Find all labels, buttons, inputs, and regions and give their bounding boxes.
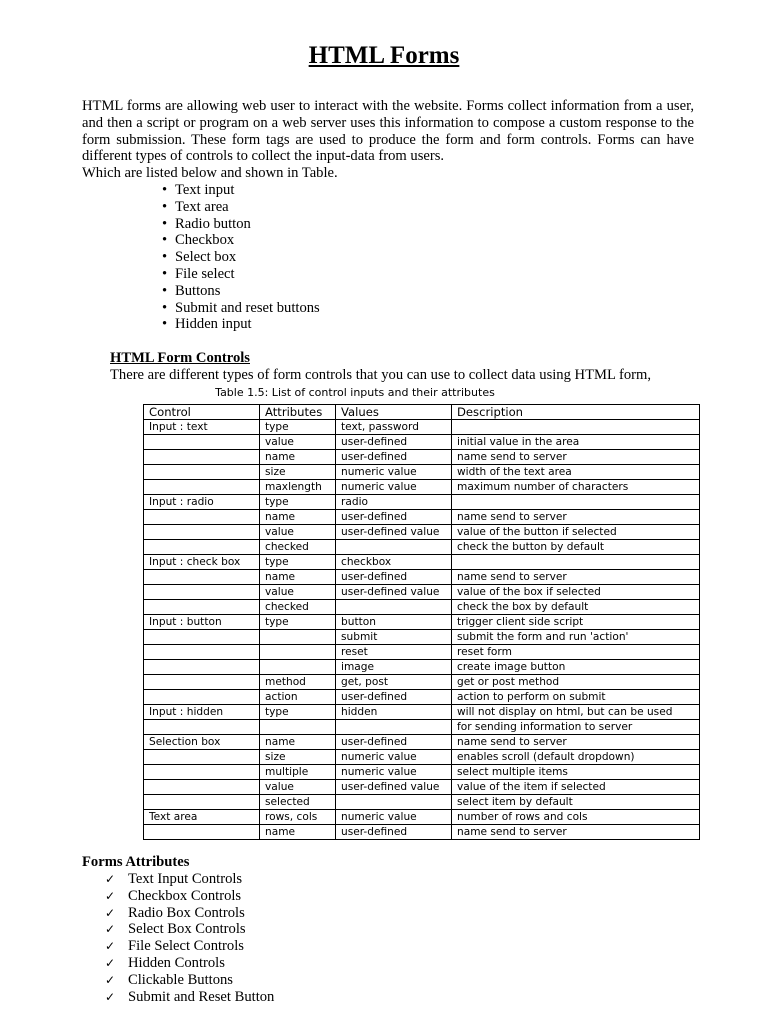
control-cell: [144, 600, 260, 615]
description-cell: value of the box if selected: [452, 585, 700, 600]
description-cell: [452, 420, 700, 435]
attribute-item: [105, 972, 274, 989]
value-cell: numeric value: [336, 465, 452, 480]
description-cell: [452, 495, 700, 510]
value-cell: [336, 795, 452, 810]
attribute-cell: maxlength: [260, 480, 336, 495]
value-cell: user-defined: [336, 735, 452, 750]
table-row: [144, 705, 700, 720]
control-cell: Input : radio: [144, 495, 260, 510]
description-cell: for sending information to server: [452, 720, 700, 735]
attributes-heading: Forms Attributes: [82, 854, 190, 870]
table-row: [144, 510, 700, 525]
control-cell: [144, 720, 260, 735]
control-cell: [144, 675, 260, 690]
description-cell: create image button: [452, 660, 700, 675]
attribute-item-label: Submit and Reset Button: [128, 988, 275, 1005]
attribute-item-label: Hidden Controls: [128, 954, 225, 971]
attribute-cell: checked: [260, 540, 336, 555]
description-cell: [452, 555, 700, 570]
controls-heading: HTML Form Controls: [110, 350, 250, 366]
bullet-item: • Text area: [162, 199, 320, 216]
control-cell: [144, 570, 260, 585]
control-cell: Text area: [144, 810, 260, 825]
bullet-item: • Checkbox: [162, 232, 320, 249]
attribute-item-label: Clickable Buttons: [128, 971, 233, 988]
attribute-cell: [260, 660, 336, 675]
description-cell: select multiple items: [452, 765, 700, 780]
value-cell: text, password: [336, 420, 452, 435]
value-cell: user-defined: [336, 510, 452, 525]
control-cell: [144, 645, 260, 660]
bullet-item: • Radio button: [162, 216, 320, 233]
attribute-cell: [260, 645, 336, 660]
form-controls-bullet-list: [162, 182, 320, 333]
attribute-cell: type: [260, 420, 336, 435]
attribute-item: [105, 989, 274, 1006]
control-cell: [144, 780, 260, 795]
checkmark-icon: ✓: [105, 989, 116, 1004]
description-cell: check the box by default: [452, 600, 700, 615]
attribute-cell: value: [260, 525, 336, 540]
control-cell: Input : button: [144, 615, 260, 630]
bullet-item: • Text input: [162, 182, 320, 199]
attribute-cell: value: [260, 585, 336, 600]
description-cell: number of rows and cols: [452, 810, 700, 825]
attribute-cell: type: [260, 615, 336, 630]
description-cell: name send to server: [452, 825, 700, 840]
table-row: [144, 615, 700, 630]
value-cell: button: [336, 615, 452, 630]
description-cell: name send to server: [452, 450, 700, 465]
attribute-item-label: File Select Controls: [128, 938, 244, 955]
header-values: Values: [336, 405, 452, 420]
attribute-cell: name: [260, 450, 336, 465]
table-row: [144, 645, 700, 660]
value-cell: [336, 540, 452, 555]
description-cell: width of the text area: [452, 465, 700, 480]
table-caption: Table 1.5: List of control inputs and their attributes: [215, 386, 495, 399]
table-row: [144, 585, 700, 600]
value-cell: [336, 600, 452, 615]
control-cell: [144, 795, 260, 810]
value-cell: user-defined: [336, 450, 452, 465]
attribute-cell: [260, 630, 336, 645]
table-row: [144, 690, 700, 705]
table-header-row: [144, 405, 700, 420]
attribute-item: [105, 955, 274, 972]
table-row: [144, 825, 700, 840]
checkmark-icon: ✓: [105, 922, 116, 937]
control-cell: Selection box: [144, 735, 260, 750]
checkmark-icon: ✓: [105, 905, 116, 920]
checkmark-icon: ✓: [105, 939, 116, 954]
bullet-item: • Submit and reset buttons: [162, 300, 320, 317]
value-cell: user-defined: [336, 825, 452, 840]
value-cell: numeric value: [336, 480, 452, 495]
control-cell: [144, 435, 260, 450]
attribute-cell: rows, cols: [260, 810, 336, 825]
table-row: [144, 465, 700, 480]
table-row: [144, 735, 700, 750]
attribute-cell: size: [260, 750, 336, 765]
description-cell: name send to server: [452, 735, 700, 750]
control-cell: [144, 450, 260, 465]
description-cell: select item by default: [452, 795, 700, 810]
checkmark-icon: ✓: [105, 955, 116, 970]
description-cell: value of the button if selected: [452, 525, 700, 540]
attribute-cell: name: [260, 735, 336, 750]
table-row: [144, 540, 700, 555]
attribute-item: [105, 905, 274, 922]
header-description: Description: [452, 405, 700, 420]
value-cell: checkbox: [336, 555, 452, 570]
description-cell: name send to server: [452, 510, 700, 525]
description-cell: enables scroll (default dropdown): [452, 750, 700, 765]
value-cell: reset: [336, 645, 452, 660]
checkmark-icon: ✓: [105, 972, 116, 987]
table-row: [144, 525, 700, 540]
attribute-item: [105, 921, 274, 938]
value-cell: numeric value: [336, 810, 452, 825]
attributes-check-list: [105, 871, 274, 1005]
table-row: [144, 600, 700, 615]
control-cell: [144, 510, 260, 525]
intro-line: Which are listed below and shown in Table.: [82, 165, 338, 182]
bullet-item: • Select box: [162, 249, 320, 266]
attribute-cell: type: [260, 555, 336, 570]
attribute-cell: name: [260, 510, 336, 525]
control-cell: [144, 660, 260, 675]
description-cell: name send to server: [452, 570, 700, 585]
value-cell: user-defined: [336, 690, 452, 705]
control-cell: [144, 765, 260, 780]
control-cell: Input : hidden: [144, 705, 260, 720]
page-title: HTML Forms: [308, 42, 460, 69]
table-row: [144, 810, 700, 825]
table-row: [144, 765, 700, 780]
description-cell: initial value in the area: [452, 435, 700, 450]
value-cell: user-defined: [336, 435, 452, 450]
table-row: [144, 435, 700, 450]
bullet-item: • Buttons: [162, 283, 320, 300]
table-row: [144, 660, 700, 675]
attribute-item-label: Select Box Controls: [128, 921, 246, 938]
table-row: [144, 480, 700, 495]
description-cell: maximum number of characters: [452, 480, 700, 495]
checkmark-icon: ✓: [105, 872, 116, 886]
attribute-item-label: Text Input Controls: [128, 871, 243, 887]
table-row: [144, 495, 700, 510]
value-cell: get, post: [336, 675, 452, 690]
header-control: Control: [144, 405, 260, 420]
table-row: [144, 630, 700, 645]
attribute-item: [105, 871, 274, 888]
control-cell: [144, 825, 260, 840]
value-cell: user-defined value: [336, 585, 452, 600]
control-cell: [144, 750, 260, 765]
control-cell: Input : text: [144, 420, 260, 435]
control-cell: [144, 585, 260, 600]
header-attributes: Attributes: [260, 405, 336, 420]
attribute-cell: value: [260, 435, 336, 450]
table-row: [144, 555, 700, 570]
description-cell: will not display on html, but can be used: [452, 705, 700, 720]
attribute-cell: multiple: [260, 765, 336, 780]
attribute-cell: action: [260, 690, 336, 705]
table-row: [144, 450, 700, 465]
table-row: [144, 780, 700, 795]
description-cell: get or post method: [452, 675, 700, 690]
value-cell: submit: [336, 630, 452, 645]
attribute-cell: size: [260, 465, 336, 480]
control-cell: [144, 690, 260, 705]
attribute-cell: value: [260, 780, 336, 795]
attribute-item-label: Checkbox Controls: [128, 887, 242, 904]
value-cell: user-defined value: [336, 525, 452, 540]
intro-paragraph: HTML forms are allowing web user to interact with the website. Forms collect information from a user, and then a script or program on a web server uses this information to compose a custom response to the form submission. These form tags are used to produce the form and form controls. Forms can have different types of controls to collect the input-data from users.: [82, 98, 694, 165]
control-cell: [144, 525, 260, 540]
attribute-cell: name: [260, 570, 336, 585]
table-row: [144, 795, 700, 810]
control-cell: [144, 540, 260, 555]
description-cell: reset form: [452, 645, 700, 660]
description-cell: check the button by default: [452, 540, 700, 555]
bullet-item: • File select: [162, 266, 320, 283]
description-cell: submit the form and run 'action': [452, 630, 700, 645]
value-cell: image: [336, 660, 452, 675]
attribute-cell: name: [260, 825, 336, 840]
value-cell: user-defined value: [336, 780, 452, 795]
attribute-cell: type: [260, 705, 336, 720]
table-row: [144, 675, 700, 690]
checkmark-icon: ✓: [105, 888, 116, 903]
intro-text: [82, 98, 694, 182]
control-cell: Input : check box: [144, 555, 260, 570]
value-cell: radio: [336, 495, 452, 510]
table-row: [144, 420, 700, 435]
bullet-item: • Hidden input: [162, 316, 320, 333]
value-cell: numeric value: [336, 765, 452, 780]
control-cell: [144, 630, 260, 645]
controls-table: [143, 404, 700, 840]
table-row: [144, 750, 700, 765]
attribute-item: [105, 888, 274, 905]
attribute-item-label: Radio Box Controls: [128, 904, 245, 921]
attribute-cell: checked: [260, 600, 336, 615]
table-row: [144, 570, 700, 585]
attribute-cell: [260, 720, 336, 735]
value-cell: user-defined: [336, 570, 452, 585]
controls-intro: There are different types of form controls that you can use to collect data using HTML form,: [110, 367, 652, 383]
control-cell: [144, 465, 260, 480]
description-cell: trigger client side script: [452, 615, 700, 630]
description-cell: action to perform on submit: [452, 690, 700, 705]
attribute-cell: type: [260, 495, 336, 510]
attribute-cell: selected: [260, 795, 336, 810]
control-cell: [144, 480, 260, 495]
value-cell: hidden: [336, 705, 452, 720]
attribute-item: [105, 938, 274, 955]
value-cell: numeric value: [336, 750, 452, 765]
attribute-cell: method: [260, 675, 336, 690]
value-cell: [336, 720, 452, 735]
table-row: [144, 720, 700, 735]
description-cell: value of the item if selected: [452, 780, 700, 795]
